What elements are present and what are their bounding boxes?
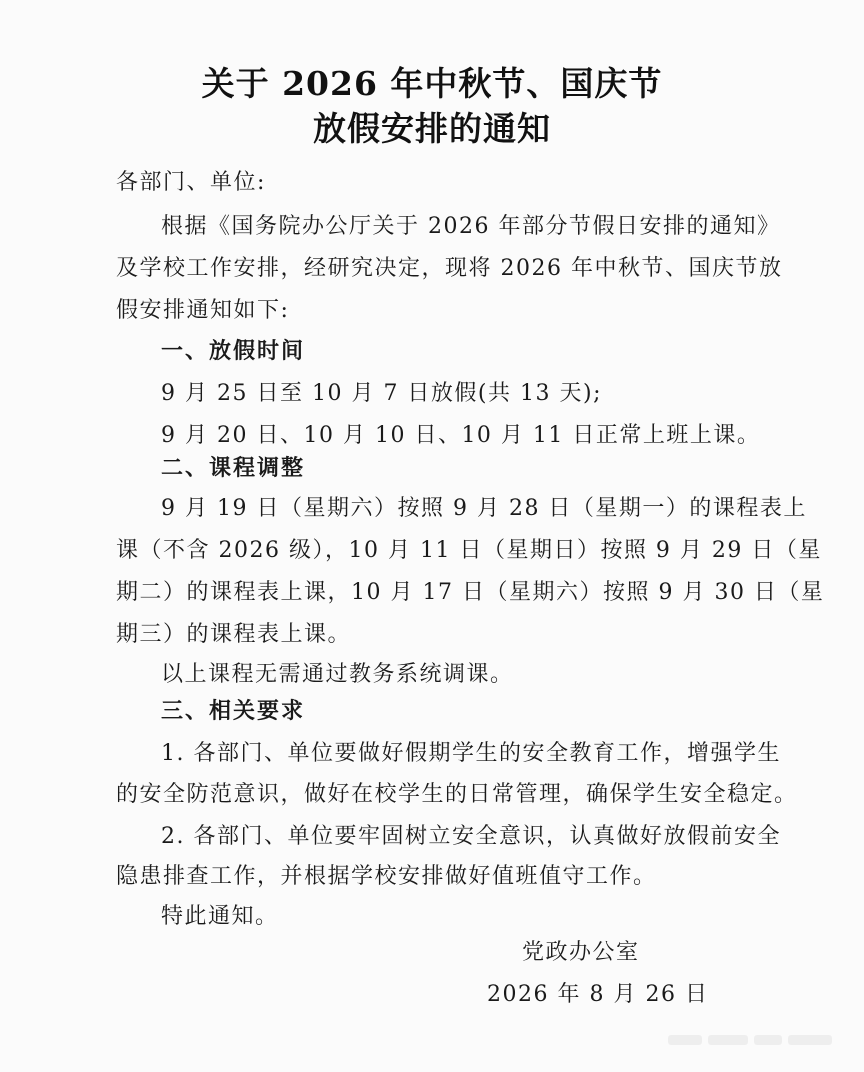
section3-line-1: 1. 各部门、单位要做好假期学生的安全教育工作，增强学生 — [161, 741, 781, 766]
section1-line-1: 9 月 25 日至 10 月 7 日放假(共 13 天); — [161, 381, 602, 406]
section3-heading: 三、相关要求 — [161, 699, 306, 724]
section2-heading: 二、课程调整 — [161, 456, 306, 481]
section3-line-3: 2. 各部门、单位要牢固树立安全意识，认真做好放假前安全 — [161, 824, 781, 849]
signature-date: 2026 年 8 月 26 日 — [487, 982, 709, 1007]
intro-line-3: 假安排通知如下: — [116, 298, 290, 323]
watermark-bar — [788, 1035, 832, 1045]
closing-text: 特此通知。 — [161, 904, 279, 929]
salutation: 各部门、单位: — [116, 170, 266, 195]
section3-line-2: 的安全防范意识，做好在校学生的日常管理，确保学生安全稳定。 — [116, 782, 798, 807]
intro-line-2: 及学校工作安排，经研究决定，现将 2026 年中秋节、国庆节放 — [116, 256, 783, 281]
watermark-bar — [668, 1035, 702, 1045]
section2-line-1: 9 月 19 日（星期六）按照 9 月 28 日（星期一）的课程表上 — [161, 496, 807, 521]
title-line-1: 关于 2026 年中秋节、国庆节 — [201, 64, 663, 103]
section2-line-4: 期三）的课程表上课。 — [116, 622, 352, 647]
section2-line-2: 课（不含 2026 级），10 月 11 日（星期日）按照 9 月 29 日（星 — [116, 538, 822, 563]
title-line-2: 放假安排的通知 — [313, 109, 551, 148]
watermark-graphic — [668, 1024, 840, 1056]
signature-org: 党政办公室 — [522, 940, 640, 965]
intro-line-1: 根据《国务院办公厅关于 2026 年部分节假日安排的通知》 — [161, 214, 781, 239]
watermark-bar — [708, 1035, 748, 1045]
section1-heading: 一、放假时间 — [161, 339, 306, 364]
section1-line-2: 9 月 20 日、10 月 10 日、10 月 11 日正常上班上课。 — [161, 423, 761, 448]
watermark-bar — [754, 1035, 782, 1045]
section2-line-3: 期二）的课程表上课，10 月 17 日（星期六）按照 9 月 30 日（星 — [116, 580, 825, 605]
section2-line-5: 以上课程无需通过教务系统调课。 — [161, 662, 514, 687]
section3-line-4: 隐患排查工作，并根据学校安排做好值班值守工作。 — [116, 864, 657, 889]
